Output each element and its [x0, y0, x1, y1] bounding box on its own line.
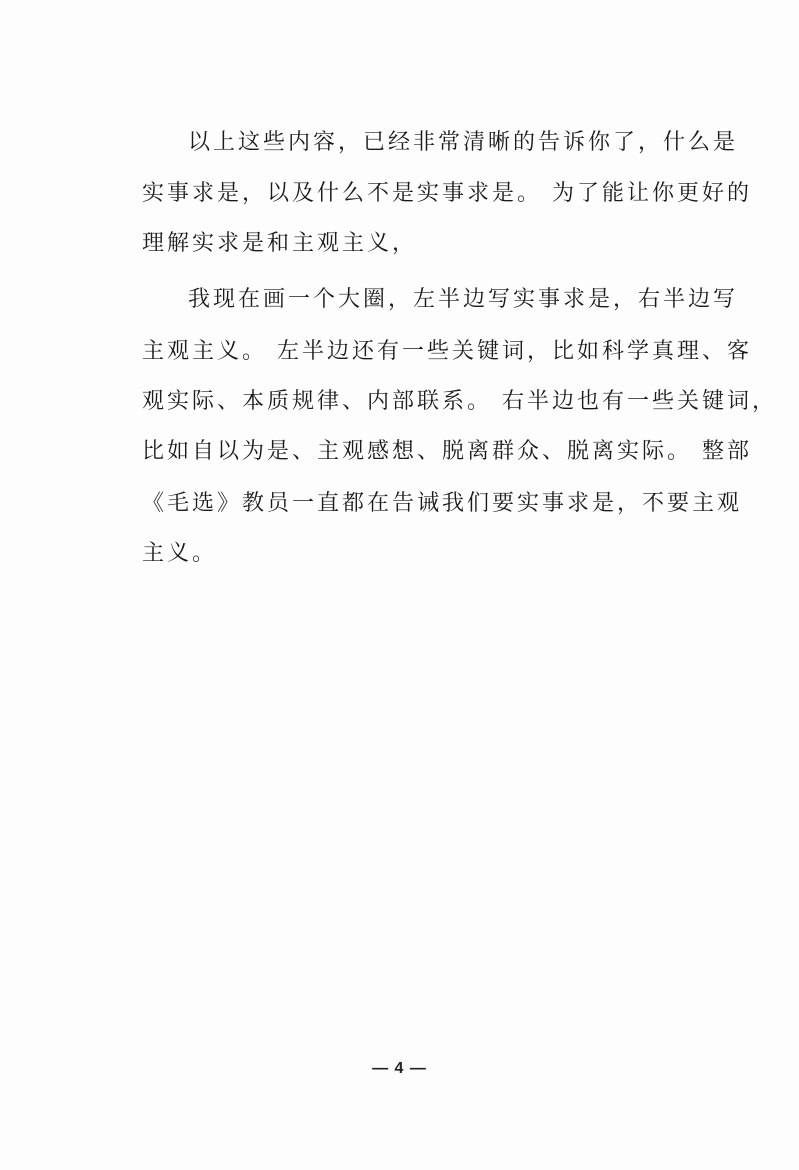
text-line: 实事求是，以及什么不是实事求是。 为了能让你更好的 — [142, 181, 752, 206]
text-line: 《毛选》教员一直都在告诫我们要实事求是，不要主观 — [142, 491, 743, 516]
text-line: 理解实求是和主观主义， — [142, 231, 418, 256]
text-line: 比如自以为是、主观感想、脱离群众、脱离实际。 整部 — [142, 439, 752, 464]
text-line: 观实际、本质规律、内部联系。 右半边也有一些关键词， — [142, 389, 777, 414]
page-number: — 4 — — [372, 1060, 427, 1077]
text-line: 主观主义。 左半边还有一些关键词，比如科学真理、客 — [142, 339, 752, 364]
text-line: 以上这些内容，已经非常清晰的告诉你了，什么是 — [188, 130, 739, 155]
text-line: 我现在画一个大圈，左半边写实事求是，右半边写 — [188, 287, 739, 312]
text-line: 主义。 — [142, 541, 218, 566]
